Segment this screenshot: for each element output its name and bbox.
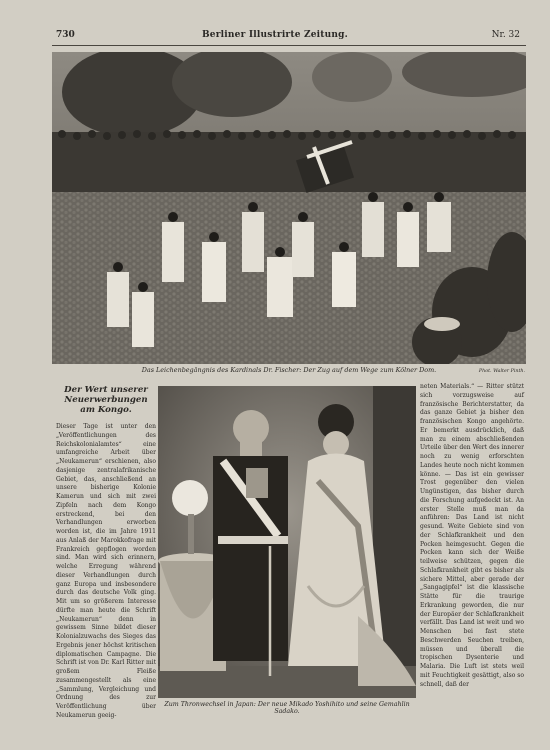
- article-text-left: Dieser Tage ist unter den „Veröffentlichungen des Reichskolonialamtes“ eine umfangreiche Arbeit über „Neukamerun“ erschienen, also dasjenige zentralafrikanische Gebiet, das, anschließend an unsere bisherige Kolonie Kamerun und sich mit zwei Zipfeln nach dem Kongo erstreckend, bei den Verhandlungen erworben worden ist, die im Jahre 1911 aus Anlaß der Marokkofrage mit Frankreich gepflogen worden sind. Man wird sich erinnern, welche Erregung während dieser Verhandlungen durch ganz Europa und insbesondere durch das deutsche Volk ging. Mit um so größerem Interesse dürfte man heute die Schrift „Neukamerun“ denn in gewissem Sinne bildet dieser Kolonialzuwachs des Sieges das Ergebnis jener höchst kritischen diplomatischen Campagne. Die Schrift ist von Dr. Karl Ritter mit großem Fleiße zusammengestellt als eine „Sammlung, Vergleichung und Ordnung des zur Veröffentlichung über Neukamerun geeig-: [56, 423, 156, 719]
- mikado-portrait-photo: [158, 386, 416, 698]
- issue-number: Nr. 32: [491, 30, 520, 40]
- newspaper-title: Berliner Illustrirte Zeitung.: [202, 30, 348, 40]
- article-title: Der Wert unserer Neuerwerbungen am Kongo.: [64, 385, 148, 415]
- article-body-left: [56, 423, 156, 721]
- mikado-portrait-image: [158, 386, 416, 698]
- article-text-right: neten Materials.“ — Ritter stützt sich vorzugsweise auf französische Berichterstatter, da das ganze Gebiet ja bisher den französischen Kongo angehörte. Er bemerkt ausdrücklich, daß man zu einem abschließenden Urteile über den Wert des innerer noch zu wenig erforschten Landes heute noch nicht kommen könne. — Das ist ein gewisser Trost gegenüber den vielen Ungünstigen, das bisher durch die Forschung aufgedeckt ist. An erster Stelle muß man da anführen: Das Land ist nicht gesund. Weite Gebiete sind von der Schlafkrankheit und den Pocken heimgesucht. Gegen die Pocken kann sich der Weiße teilweise schützen, gegen die Schlafkrankheit gibt es bisher als sichere Mittel, aber gerade der „Sangagipfel“ ist die klassische Stätte für die traurige Erkrankung geworden, die nur der Europäer der Schlafkrankheit verfällt. Das Land ist weit und wo Menschen bei fast stete Beschwerden Seuchen treiben, müssen und überall die tropischen Dysenterie und Malaria. Die Luft ist stets weil mit Feuchtigkeit gesättigt, also so schnell, daß der: [420, 383, 524, 688]
- article-body-right: [420, 383, 524, 689]
- funeral-photo-caption: Das Leichenbegängnis des Kardinals Dr. Fischer: Der Zug auf dem Wege zum Kölner Dom.: [141, 366, 437, 374]
- mikado-photo-caption: Zum Thronwechsel in Japan: Der neue Mikado Yoshihito und seine Gemahlin Sadako.: [164, 701, 410, 715]
- funeral-procession-photo: [52, 52, 526, 364]
- article-left-column: [56, 385, 156, 721]
- page-number: 730: [56, 30, 75, 40]
- header-rule: [52, 45, 526, 46]
- page-header: [0, 30, 550, 44]
- funeral-photo-credit: Phot. Walter Pinth.: [478, 369, 525, 374]
- procession-image: [52, 52, 526, 364]
